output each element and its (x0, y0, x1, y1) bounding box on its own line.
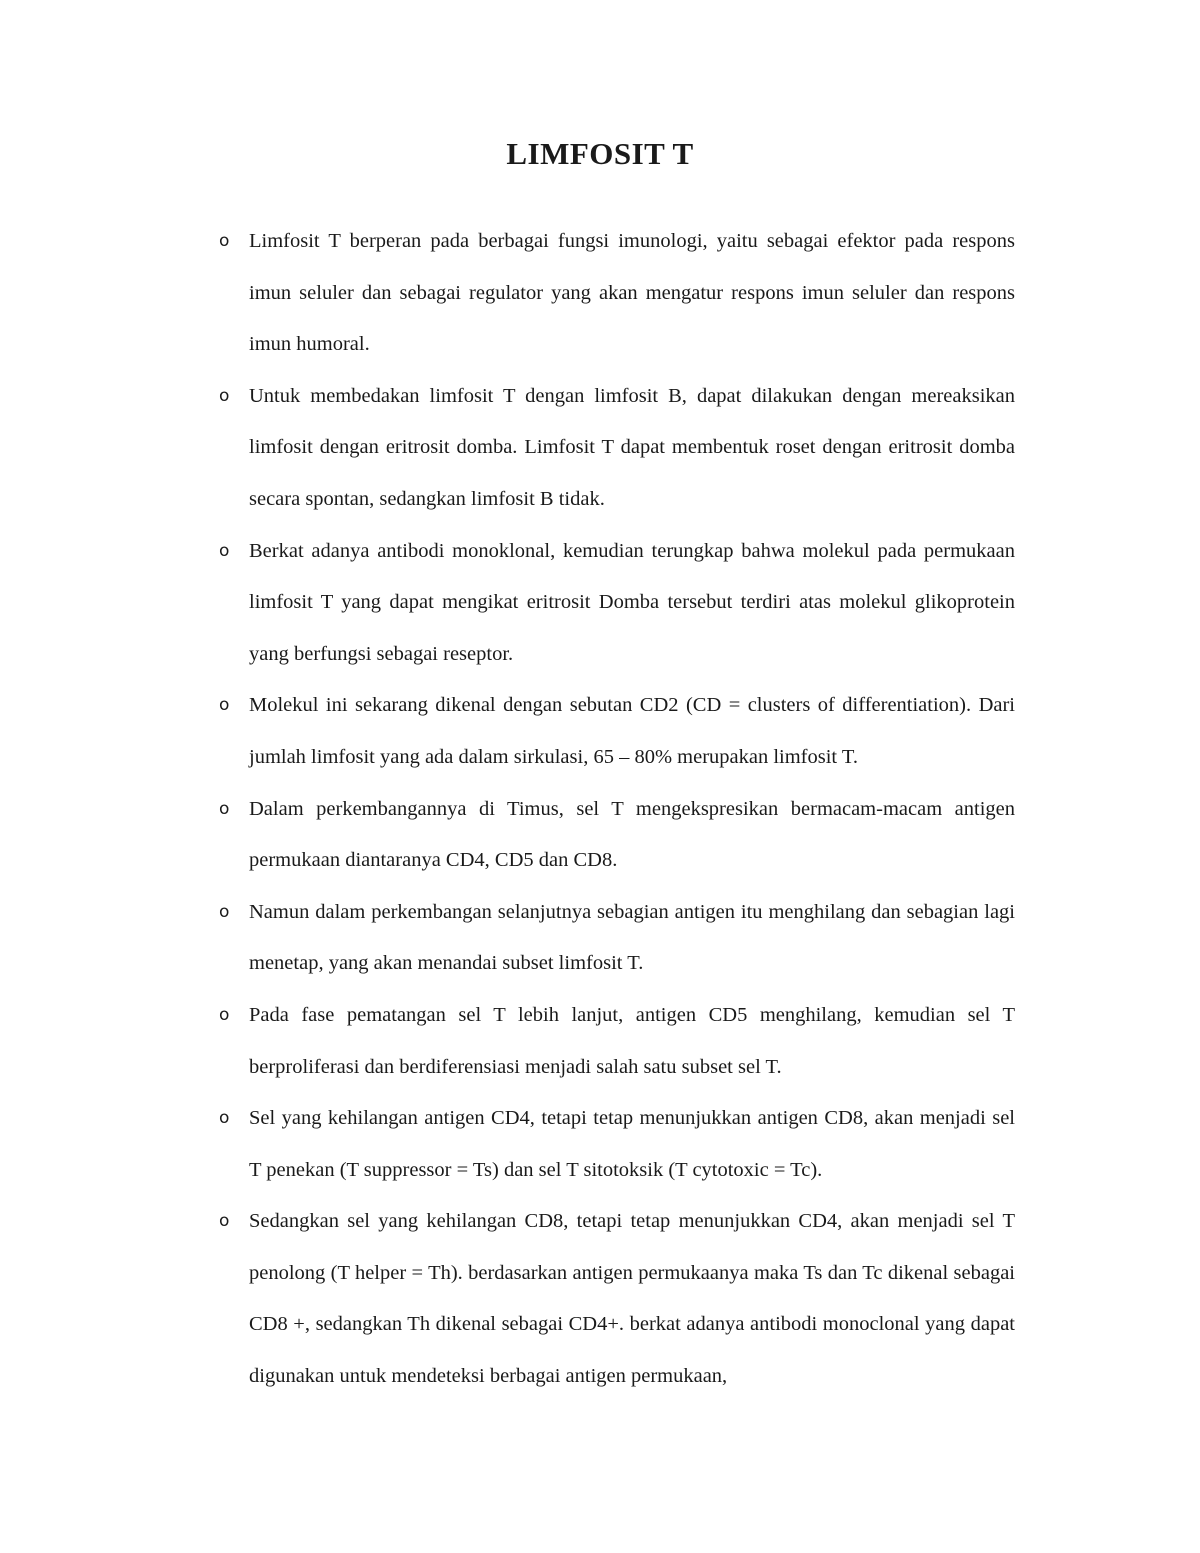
list-item-text: Limfosit T berperan pada berbagai fungsi imunologi, yaitu sebagai efektor pada respons imun seluler dan sebagai regulator yang akan mengatur respons imun seluler dan respons imun humoral. (249, 230, 1015, 356)
bullet-circle-icon: o (219, 798, 230, 819)
list-item (219, 990, 1015, 1093)
bullet-circle-icon: o (219, 231, 230, 251)
list-item (219, 887, 1015, 990)
bullet-circle-icon: o (219, 1211, 230, 1232)
list-item (219, 680, 1015, 783)
list-item (219, 526, 1015, 681)
list-item-text: Untuk membedakan limfosit T dengan limfosit B, dapat dilakukan dengan mereaksikan limfosit dengan eritrosit domba. Limfosit T dapat membentuk roset dengan eritrosit domba secara spontan, sedangkan limfosit B tidak. (249, 384, 1015, 510)
list-item-text: Pada fase pematangan sel T lebih lanjut, antigen CD5 menghilang, kemudian sel T berproliferasi dan berdiferensiasi menjadi salah satu subset sel T. (249, 1003, 1015, 1078)
list-item-text: Sedangkan sel yang kehilangan CD8, tetapi tetap menunjukkan CD4, akan menjadi sel T penolong (T helper = Th). berdasarkan antigen permukaanya maka Ts dan Tc dikenal sebagai CD8 +, sedangkan Th dikenal sebagai CD4+. berkat adanya antibodi monoclonal yang dapat digunakan untuk mendeteksi berbagai antigen permukaan, (249, 1210, 1015, 1388)
bullet-circle-icon: o (219, 695, 230, 716)
bullet-circle-icon: o (219, 1004, 230, 1025)
bullet-circle-icon: o (219, 901, 230, 922)
bullet-circle-icon: o (219, 385, 230, 406)
list-item-text: Molekul ini sekarang dikenal dengan sebutan CD2 (CD = clusters of differentiation). Dari jumlah limfosit yang ada dalam sirkulasi, 65 – 80% merupakan limfosit T. (249, 694, 1015, 768)
bullet-circle-icon: o (219, 1108, 230, 1129)
bullet-circle-icon: o (219, 540, 230, 561)
list-item-text: Namun dalam perkembangan selanjutnya sebagian antigen itu menghilang dan sebagian lagi menetap, yang akan menandai subset limfosit T. (249, 900, 1015, 975)
list-item (219, 784, 1015, 887)
list-item (219, 1093, 1015, 1196)
bullet-list (219, 216, 1015, 1403)
list-item-text: Berkat adanya antibodi monoklonal, kemudian terungkap bahwa molekul pada permukaan limfosit T yang dapat mengikat eritrosit Domba tersebut terdiri atas molekul glikoprotein yang berfungsi sebagai reseptor. (249, 539, 1015, 665)
list-item-text: Dalam perkembangannya di Timus, sel T mengekspresikan bermacam-macam antigen permukaan diantaranya CD4, CD5 dan CD8. (249, 797, 1015, 872)
list-item (219, 1196, 1015, 1402)
page-title: LIMFOSIT T (506, 136, 694, 171)
list-item-text: Sel yang kehilangan antigen CD4, tetapi tetap menunjukkan antigen CD8, akan menjadi sel T penekan (T suppressor = Ts) dan sel T sitotoksik (T cytotoxic = Tc). (249, 1107, 1015, 1181)
list-item (219, 216, 1015, 371)
list-item (219, 371, 1015, 526)
